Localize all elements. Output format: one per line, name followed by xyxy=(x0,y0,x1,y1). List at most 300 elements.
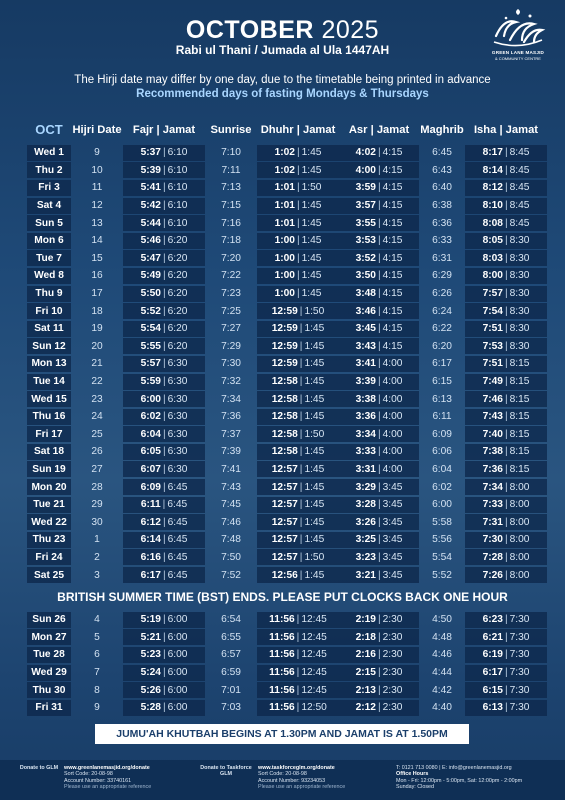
asr-cell xyxy=(339,145,419,161)
sunrise-cell xyxy=(205,479,257,495)
isha-cell xyxy=(465,444,547,460)
separator: | xyxy=(299,551,303,563)
hijri-date: 11 xyxy=(91,182,103,194)
table-row xyxy=(27,338,547,356)
separator: | xyxy=(296,147,300,159)
day-label: Wed 22 xyxy=(31,516,67,528)
separator: | xyxy=(504,667,508,679)
sunrise-time: 7:41 xyxy=(221,463,241,475)
dhuhr-jamat: 12:45 xyxy=(301,614,327,626)
separator: | xyxy=(377,358,381,370)
maghrib-cell xyxy=(419,162,465,178)
dhuhr-jamat: 1:45 xyxy=(301,288,322,300)
dhuhr-cell xyxy=(257,629,339,645)
fajr-jamat: 6:20 xyxy=(167,340,188,352)
asr-jamat: 4:00 xyxy=(382,376,403,388)
dhuhr-jamat: 1:50 xyxy=(304,428,325,440)
timetable-part-2 xyxy=(27,611,547,717)
separator: | xyxy=(162,235,166,247)
sunrise-time: 7:27 xyxy=(221,323,241,335)
maghrib-cell xyxy=(419,682,465,698)
maghrib-time: 4:46 xyxy=(432,649,452,661)
office-hours-title: Office Hours xyxy=(396,771,429,778)
isha-start: 7:57 xyxy=(482,288,503,300)
dhuhr-cell xyxy=(257,356,339,372)
maghrib-cell xyxy=(419,250,465,266)
maghrib-cell xyxy=(419,567,465,583)
isha-start: 8:14 xyxy=(482,164,503,176)
fajr-jamat: 6:10 xyxy=(167,164,188,176)
table-row xyxy=(27,179,547,197)
asr-jamat: 4:15 xyxy=(382,252,403,264)
isha-cell xyxy=(465,549,547,565)
isha-start: 6:13 xyxy=(482,702,503,714)
col-hijri: Hijri Date xyxy=(72,124,122,136)
day-cell xyxy=(27,479,71,495)
isha-start: 6:23 xyxy=(482,614,503,626)
sunrise-cell xyxy=(205,303,257,319)
isha-jamat: 8:00 xyxy=(509,516,530,528)
dhuhr-cell xyxy=(257,700,339,716)
maghrib-time: 6:22 xyxy=(432,323,452,335)
separator: | xyxy=(504,499,508,511)
dhuhr-cell xyxy=(257,567,339,583)
separator: | xyxy=(377,631,381,643)
dhuhr-start: 12:59 xyxy=(271,305,298,317)
day-label: Sat 4 xyxy=(36,200,62,212)
dhuhr-start: 1:01 xyxy=(274,200,295,212)
separator: | xyxy=(377,411,381,423)
hijri-cell xyxy=(71,321,123,337)
isha-cell xyxy=(465,479,547,495)
fajr-jamat: 6:00 xyxy=(167,667,188,679)
hijri-date: 26 xyxy=(91,446,103,458)
fajr-jamat: 6:10 xyxy=(167,217,188,229)
sunrise-cell xyxy=(205,461,257,477)
fajr-cell xyxy=(123,391,205,407)
sunrise-time: 7:39 xyxy=(221,446,241,458)
separator: | xyxy=(377,252,381,264)
day-cell xyxy=(27,629,71,645)
sunrise-time: 7:03 xyxy=(221,702,241,714)
asr-cell xyxy=(339,532,419,548)
hijri-date: 2 xyxy=(94,551,100,563)
table-row xyxy=(27,513,547,531)
dhuhr-jamat: 1:45 xyxy=(304,411,325,423)
dhuhr-jamat: 12:45 xyxy=(301,684,327,696)
col-oct: OCT xyxy=(35,122,63,137)
fajr-cell xyxy=(123,162,205,178)
dhuhr-start: 1:01 xyxy=(274,217,295,229)
fajr-jamat: 6:30 xyxy=(167,393,188,405)
sunrise-cell xyxy=(205,426,257,442)
asr-cell xyxy=(339,647,419,663)
separator: | xyxy=(162,684,166,696)
day-cell xyxy=(27,303,71,319)
hijri-date: 12 xyxy=(91,200,103,212)
maghrib-time: 6:15 xyxy=(432,376,452,388)
separator: | xyxy=(504,684,508,696)
maghrib-time: 6:04 xyxy=(432,463,452,475)
asr-cell xyxy=(339,268,419,284)
separator: | xyxy=(299,305,303,317)
day-cell xyxy=(27,374,71,390)
fajr-cell xyxy=(123,374,205,390)
dhuhr-cell xyxy=(257,444,339,460)
maghrib-cell xyxy=(419,426,465,442)
sunrise-time: 7:32 xyxy=(221,376,241,388)
asr-cell xyxy=(339,409,419,425)
asr-jamat: 3:45 xyxy=(382,569,403,581)
dhuhr-cell xyxy=(257,549,339,565)
fajr-jamat: 6:30 xyxy=(167,463,188,475)
maghrib-time: 6:00 xyxy=(432,499,452,511)
masjid-logo xyxy=(483,6,553,68)
separator: | xyxy=(162,288,166,300)
dhuhr-start: 12:57 xyxy=(271,516,298,528)
asr-jamat: 4:00 xyxy=(382,463,403,475)
hijri-date: 17 xyxy=(91,288,103,300)
dhuhr-jamat: 1:45 xyxy=(304,499,325,511)
day-label: Mon 6 xyxy=(34,235,64,247)
separator: | xyxy=(377,270,381,282)
separator: | xyxy=(162,481,166,493)
asr-cell xyxy=(339,303,419,319)
asr-jamat: 4:00 xyxy=(382,358,403,370)
table-row xyxy=(27,461,547,479)
asr-cell xyxy=(339,461,419,477)
asr-start: 3:38 xyxy=(355,393,376,405)
table-row xyxy=(27,232,547,250)
hijri-cell xyxy=(71,391,123,407)
table-row xyxy=(27,443,547,461)
dhuhr-cell xyxy=(257,514,339,530)
fajr-start: 5:24 xyxy=(140,667,161,679)
dhuhr-cell xyxy=(257,215,339,231)
asr-start: 2:13 xyxy=(355,684,376,696)
fajr-start: 5:39 xyxy=(140,164,161,176)
dhuhr-jamat: 1:50 xyxy=(304,305,325,317)
fajr-jamat: 6:45 xyxy=(167,481,188,493)
hijri-date: 7 xyxy=(94,667,100,679)
separator: | xyxy=(377,147,381,159)
asr-cell xyxy=(339,374,419,390)
maghrib-time: 6:13 xyxy=(432,393,452,405)
maghrib-cell xyxy=(419,532,465,548)
asr-jamat: 4:15 xyxy=(382,235,403,247)
asr-cell xyxy=(339,162,419,178)
dhuhr-cell xyxy=(257,461,339,477)
hijri-date: 19 xyxy=(91,323,103,335)
hijri-notice: The Hirji date may differ by one day, due to the timetable being printed in advance xyxy=(74,74,491,86)
donate-glm-label xyxy=(18,765,60,771)
asr-cell xyxy=(339,612,419,628)
day-label: Fri 17 xyxy=(35,428,63,440)
asr-cell xyxy=(339,286,419,302)
asr-jamat: 4:15 xyxy=(382,340,403,352)
day-label: Sun 12 xyxy=(32,340,66,352)
isha-cell xyxy=(465,303,547,319)
dhuhr-cell xyxy=(257,303,339,319)
isha-start: 7:54 xyxy=(482,305,503,317)
hijri-date: 30 xyxy=(91,516,103,528)
fajr-start: 6:02 xyxy=(140,411,161,423)
separator: | xyxy=(377,182,381,194)
day-cell xyxy=(27,180,71,196)
fajr-cell xyxy=(123,426,205,442)
fajr-jamat: 6:30 xyxy=(167,358,188,370)
fajr-cell xyxy=(123,286,205,302)
table-row xyxy=(27,408,547,426)
dhuhr-jamat: 12:50 xyxy=(301,702,327,714)
asr-start: 2:15 xyxy=(355,667,376,679)
fajr-jamat: 6:30 xyxy=(167,446,188,458)
day-label: Wed 1 xyxy=(34,147,64,159)
contact-details xyxy=(396,765,558,791)
day-cell xyxy=(27,700,71,716)
isha-cell xyxy=(465,647,547,663)
sunrise-cell xyxy=(205,665,257,681)
day-label: Mon 27 xyxy=(31,631,67,643)
separator: | xyxy=(377,235,381,247)
maghrib-cell xyxy=(419,409,465,425)
asr-start: 2:19 xyxy=(355,614,376,626)
title-year: 2025 xyxy=(321,16,380,44)
hijri-date: 6 xyxy=(94,649,100,661)
fajr-jamat: 6:20 xyxy=(167,323,188,335)
maghrib-cell xyxy=(419,497,465,513)
separator: | xyxy=(377,551,381,563)
hijri-cell xyxy=(71,682,123,698)
hijri-date: 16 xyxy=(91,270,103,282)
hijri-months: Rabi ul Thani / Jumada al Ula 1447AH xyxy=(175,43,390,57)
fajr-cell xyxy=(123,268,205,284)
isha-jamat: 8:00 xyxy=(509,551,530,563)
table-row xyxy=(27,566,547,584)
separator: | xyxy=(504,551,508,563)
sunrise-cell xyxy=(205,444,257,460)
separator: | xyxy=(162,569,166,581)
maghrib-cell xyxy=(419,700,465,716)
asr-jamat: 4:15 xyxy=(382,323,403,335)
hijri-cell xyxy=(71,233,123,249)
sunrise-time: 6:59 xyxy=(221,667,241,679)
hijri-cell xyxy=(71,629,123,645)
day-label: Fri 31 xyxy=(35,702,63,714)
maghrib-time: 6:31 xyxy=(432,252,452,264)
day-cell xyxy=(27,321,71,337)
day-label: Thu 30 xyxy=(32,684,66,696)
dhuhr-cell xyxy=(257,286,339,302)
asr-start: 3:34 xyxy=(355,428,376,440)
hijri-date: 18 xyxy=(91,305,103,317)
day-label: Wed 29 xyxy=(31,667,67,679)
dhuhr-cell xyxy=(257,198,339,214)
maghrib-time: 6:29 xyxy=(432,270,452,282)
dhuhr-jamat: 1:50 xyxy=(304,551,325,563)
fajr-start: 5:46 xyxy=(140,235,161,247)
fajr-jamat: 6:30 xyxy=(167,411,188,423)
fajr-jamat: 6:20 xyxy=(167,288,188,300)
separator: | xyxy=(162,499,166,511)
dhuhr-cell xyxy=(257,374,339,390)
day-cell xyxy=(27,514,71,530)
separator: | xyxy=(504,631,508,643)
fajr-jamat: 6:00 xyxy=(167,614,188,626)
separator: | xyxy=(504,463,508,475)
fajr-jamat: 6:20 xyxy=(167,305,188,317)
isha-jamat: 8:30 xyxy=(509,252,530,264)
table-row xyxy=(27,611,547,629)
separator: | xyxy=(299,428,303,440)
col-dhuhr: Dhuhr | Jamat xyxy=(260,124,336,136)
asr-cell xyxy=(339,198,419,214)
hijri-cell xyxy=(71,532,123,548)
table-row xyxy=(27,320,547,338)
isha-cell xyxy=(465,215,547,231)
day-label: Thu 9 xyxy=(35,288,63,300)
hijri-date: 29 xyxy=(91,499,103,511)
maghrib-cell xyxy=(419,286,465,302)
dhuhr-start: 11:56 xyxy=(269,649,295,661)
sunrise-cell xyxy=(205,629,257,645)
separator: | xyxy=(377,516,381,528)
isha-cell xyxy=(465,682,547,698)
dhuhr-cell xyxy=(257,338,339,354)
table-row xyxy=(27,285,547,303)
fajr-cell xyxy=(123,700,205,716)
sunrise-time: 7:13 xyxy=(221,182,241,194)
dhuhr-cell xyxy=(257,532,339,548)
separator: | xyxy=(162,376,166,388)
isha-start: 6:17 xyxy=(482,667,503,679)
hijri-date: 4 xyxy=(94,614,100,626)
separator: | xyxy=(162,182,166,194)
dhuhr-jamat: 1:45 xyxy=(304,534,325,546)
isha-jamat: 8:15 xyxy=(509,393,530,405)
sunrise-time: 7:37 xyxy=(221,428,241,440)
sunrise-time: 7:29 xyxy=(221,340,241,352)
dhuhr-start: 1:00 xyxy=(274,252,295,264)
asr-jamat: 4:15 xyxy=(382,200,403,212)
sunrise-time: 7:15 xyxy=(221,200,241,212)
maghrib-time: 6:24 xyxy=(432,305,452,317)
isha-cell xyxy=(465,567,547,583)
isha-cell xyxy=(465,532,547,548)
day-cell xyxy=(27,549,71,565)
day-label: Sun 5 xyxy=(35,217,63,229)
day-label: Tue 21 xyxy=(33,499,65,511)
fajr-start: 5:55 xyxy=(140,340,161,352)
fajr-cell xyxy=(123,409,205,425)
sunrise-time: 7:25 xyxy=(221,305,241,317)
isha-jamat: 8:45 xyxy=(509,164,530,176)
fajr-start: 6:04 xyxy=(140,428,161,440)
separator: | xyxy=(162,516,166,528)
dhuhr-start: 11:56 xyxy=(269,684,295,696)
maghrib-cell xyxy=(419,549,465,565)
day-cell xyxy=(27,250,71,266)
day-cell xyxy=(27,198,71,214)
day-cell xyxy=(27,461,71,477)
separator: | xyxy=(377,667,381,679)
asr-jamat: 4:15 xyxy=(382,288,403,300)
separator: | xyxy=(162,551,166,563)
dhuhr-cell xyxy=(257,321,339,337)
dhuhr-start: 1:00 xyxy=(274,270,295,282)
donate-taskforce-url[interactable]: www.taskforceglm.org/donate xyxy=(258,765,335,771)
donate-glm-url[interactable]: www.greenlanemasjid.org/donate xyxy=(64,765,150,771)
separator: | xyxy=(377,305,381,317)
sunrise-cell xyxy=(205,391,257,407)
separator: | xyxy=(296,252,300,264)
separator: | xyxy=(162,702,166,714)
hijri-date: 5 xyxy=(94,631,100,643)
donate-glm-details xyxy=(64,765,194,791)
sunrise-time: 7:45 xyxy=(221,499,241,511)
dhuhr-start: 12:57 xyxy=(271,499,298,511)
fajr-jamat: 6:45 xyxy=(167,534,188,546)
maghrib-cell xyxy=(419,356,465,372)
asr-jamat: 3:45 xyxy=(382,499,403,511)
separator: | xyxy=(162,200,166,212)
fajr-jamat: 6:10 xyxy=(167,182,188,194)
sunrise-cell xyxy=(205,286,257,302)
hijri-cell xyxy=(71,426,123,442)
fajr-cell xyxy=(123,250,205,266)
fajr-cell xyxy=(123,215,205,231)
separator: | xyxy=(377,340,381,352)
day-cell xyxy=(27,338,71,354)
day-cell xyxy=(27,426,71,442)
separator: | xyxy=(377,463,381,475)
dhuhr-start: 12:59 xyxy=(271,323,298,335)
fajr-jamat: 6:00 xyxy=(167,649,188,661)
day-cell xyxy=(27,391,71,407)
isha-jamat: 8:15 xyxy=(509,428,530,440)
isha-start: 7:51 xyxy=(482,323,503,335)
asr-start: 3:50 xyxy=(355,270,376,282)
maghrib-cell xyxy=(419,665,465,681)
separator: | xyxy=(504,446,508,458)
separator: | xyxy=(504,569,508,581)
table-row xyxy=(27,699,547,717)
asr-start: 4:00 xyxy=(355,164,376,176)
day-cell xyxy=(27,647,71,663)
dhuhr-cell xyxy=(257,162,339,178)
asr-start: 2:16 xyxy=(355,649,376,661)
asr-cell xyxy=(339,426,419,442)
separator: | xyxy=(299,393,303,405)
day-label: Thu 2 xyxy=(35,164,63,176)
sunrise-time: 7:20 xyxy=(221,252,241,264)
isha-jamat: 8:30 xyxy=(509,235,530,247)
dhuhr-jamat: 1:45 xyxy=(301,252,322,264)
fajr-start: 5:57 xyxy=(140,358,161,370)
separator: | xyxy=(299,411,303,423)
dhuhr-cell xyxy=(257,665,339,681)
separator: | xyxy=(377,393,381,405)
isha-cell xyxy=(465,268,547,284)
isha-jamat: 8:15 xyxy=(509,376,530,388)
isha-cell xyxy=(465,629,547,645)
isha-cell xyxy=(465,409,547,425)
dhuhr-start: 12:59 xyxy=(271,340,298,352)
hijri-cell xyxy=(71,303,123,319)
dhuhr-cell xyxy=(257,426,339,442)
separator: | xyxy=(162,631,166,643)
table-row xyxy=(27,355,547,373)
